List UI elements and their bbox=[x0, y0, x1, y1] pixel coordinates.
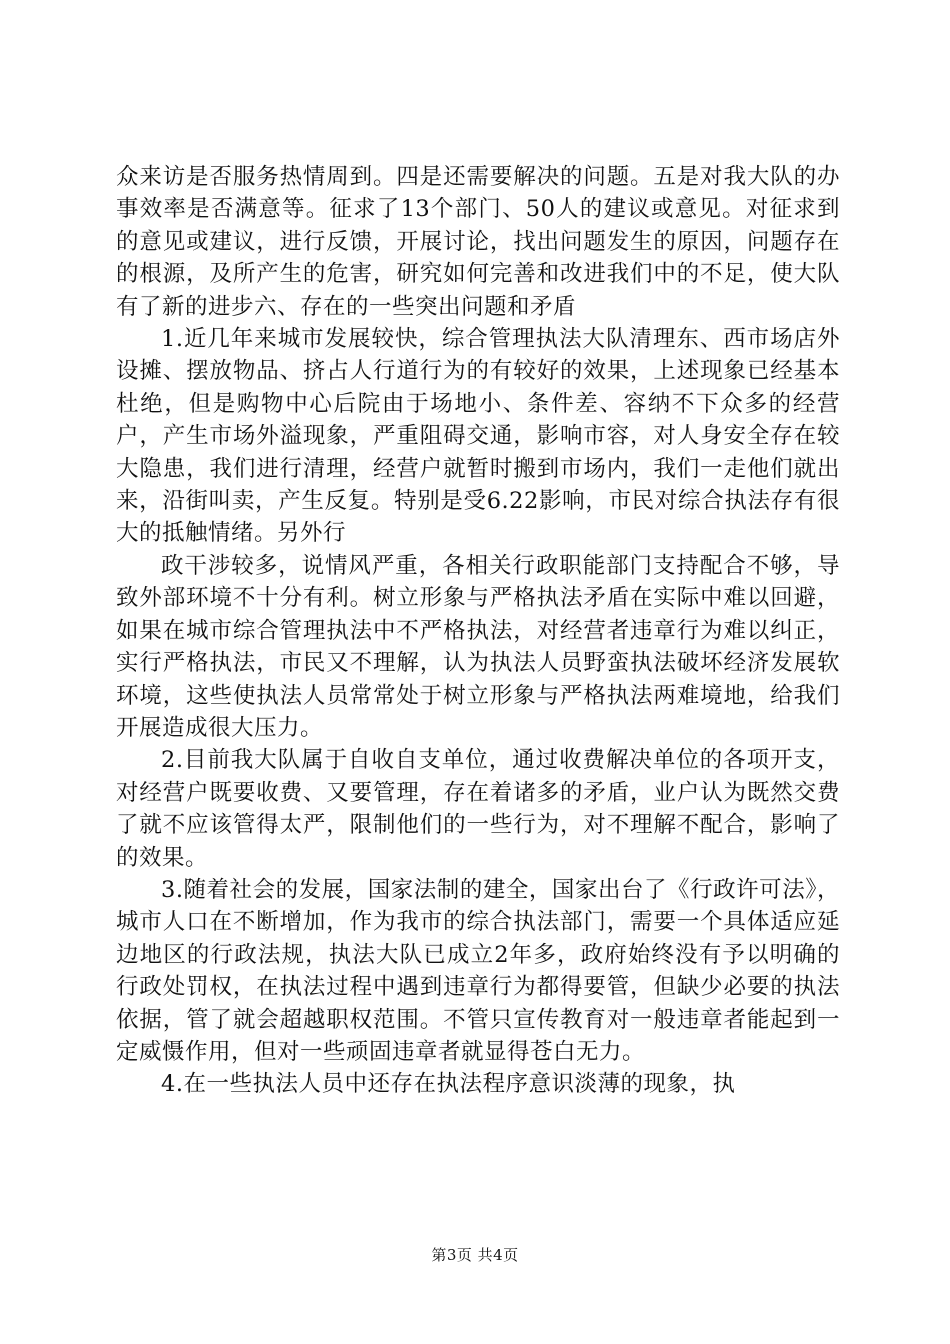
paragraph-4: 2.目前我大队属于自收自支单位，通过收费解决单位的各项开支，对经营户既要收费、又要管理，存在着诸多的矛盾，业户认为既然交费了就不应该管得太严，限制他们的一些行为，对不理解不配合，影响了的效果。 bbox=[116, 747, 840, 871]
page-number-label: 第3页 共4页 bbox=[431, 1246, 519, 1264]
paragraph-3: 政干涉较多，说情风严重，各相关行政职能部门支持配合不够，导致外部环境不十分有利。树立形象与严格执法矛盾在实际中难以回避，如果在城市综合管理执法中不严格执法，对经营者违章行为难以纠正，实行严格执法，市民又不理解，认为执法人员野蛮执法破坏经济发展软环境，这些使执法人员常常处于树立形象与严格执法两难境地，给我们开展造成很大压力。 bbox=[116, 552, 840, 741]
page-footer bbox=[0, 1244, 950, 1265]
paragraph-1: 众来访是否服务热情周到。四是还需要解决的问题。五是对我大队的办事效率是否满意等。征求了13个部门、50人的建议或意见。对征求到的意见或建议，进行反馈，开展讨论，找出问题发生的原因，问题存在的根源，及所产生的危害，研究如何完善和改进我们中的不足，使大队有了新的进步六、存在的一些突出问题和矛盾 bbox=[116, 164, 840, 320]
document-body bbox=[116, 161, 840, 1101]
paragraph-5: 3.随着社会的发展，国家法制的建全，国家出台了《行政许可法》，城市人口在不断增加，作为我市的综合执法部门，需要一个具体适应延边地区的行政法规，执法大队已成立2年多，政府始终没有予以明确的行政处罚权，在执法过程中遇到违章行为都得要管，但缺少必要的执法依据，管了就会超越职权范围。不管只宣传教育对一般违章者能起到一定威慑作用，但对一些顽固违章者就显得苍白无力。 bbox=[116, 876, 840, 1065]
paragraph-2: 1.近几年来城市发展较快，综合管理执法大队清理东、西市场店外设摊、摆放物品、挤占人行道行为的有较好的效果，上述现象已经基本杜绝，但是购物中心后院由于场地小、条件差、容纳不下众多的经营户，产生市场外溢现象，严重阻碍交通，影响市容，对人身安全存在较大隐患，我们进行清理，经营户就暂时搬到市场内，我们一走他们就出来，沿街叫卖，产生反复。特别是受6.22影响，市民对综合执法存有很大的抵触情绪。另外行 bbox=[116, 326, 840, 547]
paragraph-6: 4.在一些执法人员中还存在执法程序意识淡薄的现象，执 bbox=[161, 1071, 736, 1098]
